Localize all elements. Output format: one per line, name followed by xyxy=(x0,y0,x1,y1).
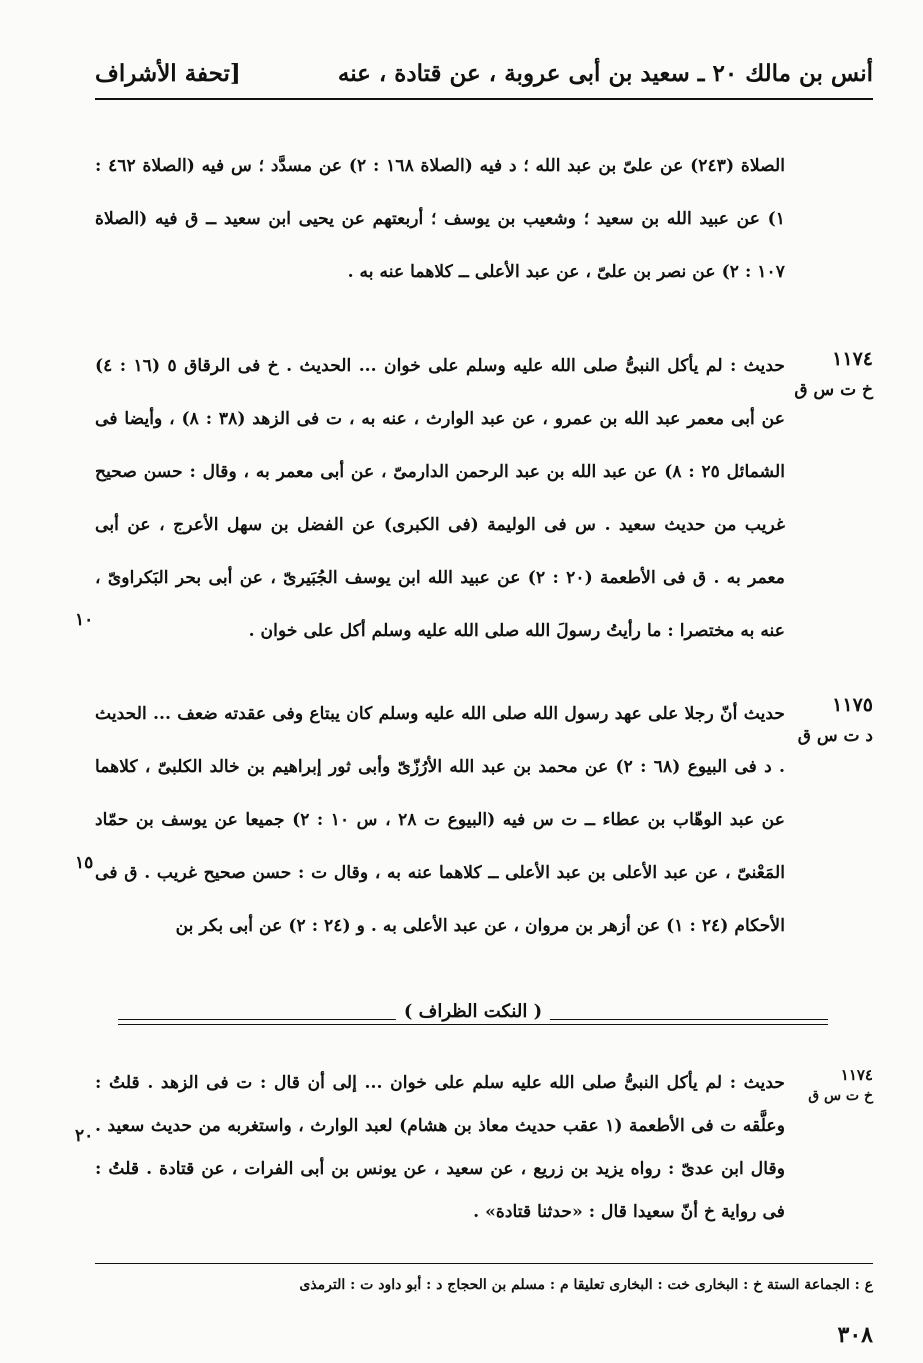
hadith-text: حديث أنّ رجلا على عهد رسول الله صلى الله عليه وسلم كان يبتاع وفى عقدته ضعف ... الحديث . د فى البيوع (٦٨ : ٢) عن محمد بن عبد الله الأرُزّىّ وأبى ثور إبراهيم بن خالد الكلبىّ ، كلاهما عن عبد الوهّاب بن عطاء ــ ت س فيه (البيوع ت ٢٨ ، س ١٠ : ٢) جميعا عن يوسف بن حمّاد المَعْنىّ ، عن عبد الأعلى بن عبد الأعلى ــ كلاهما عنه به ، وقال ت : حسن صحيح غريب . ق فى الأحكام (٢٤ : ١) عن أزهر بن مروان ، عن عبد الأعلى به . و (٢٤ : ٢) عن أبى بكر بن xyxy=(95,704,786,936)
abbreviation-key: ع : الجماعة الستة خ : البخارى خت : البخارى تعليقا م : مسلم بن الحجاج د : أبو داود ت : الترمذى xyxy=(299,1277,873,1293)
header-rule xyxy=(95,98,873,100)
source-codes: خ ت س ق xyxy=(808,1088,873,1104)
page-number: ٣٠٨ xyxy=(837,1322,873,1348)
nukat-text: حديث : لم يأكل النبىُّ صلى الله عليه سلم على خوان ... إلى أن قال : ت فى الزهد . قلتُ : وعلَّقه ت فى الأطعمة (١ عقب حديث معاذ بن هشام) لعبد الوارث ، واستغربه من حديث سعيد . وقال ابن عدىّ : رواه يزيد بن زريع ، عن سعيد ، عن يونس بن أبى الفرات ، عن قتادة . قلتُ : فى رواية خ أنّ سعيدا قال : «حدثنا قتادة» . xyxy=(95,1073,785,1222)
hadith-number: ١١٧٤ xyxy=(840,1066,873,1084)
source-codes: خ ت س ق xyxy=(794,380,873,400)
line-marker: ١٠ xyxy=(75,610,94,630)
page-header xyxy=(95,58,873,100)
hadith-number: ١١٧٤ xyxy=(832,348,873,370)
hadith-number: ١١٧٥ xyxy=(832,694,873,716)
line-marker: ١٥ xyxy=(75,853,94,873)
section-divider xyxy=(118,1001,828,1037)
book-title: [تحفة الأشراف xyxy=(95,60,241,87)
continuation-text: الصلاة (٢٤٣) عن علىّ بن عبد الله ؛ د فيه (الصلاة ١٦٨ : ٢) عن مسدَّد ؛ س فيه (الصلاة ٤٦٢ : ١) عن عبيد الله بن سعيد ؛ وشعيب بن يوسف ؛ أربعتهم عن يحيى ابن سعيد ــ ق فيه (الصلاة ١٠٧ : ٢) عن نصر بن علىّ ، عن عبد الأعلى ــ كلاهما عنه به . xyxy=(95,156,786,282)
source-codes: د ت س ق xyxy=(797,726,873,746)
running-head-title: أنس بن مالك ٢٠ ـ سعيد بن أبى عروبة ، عن قتادة ، عنه xyxy=(337,60,873,87)
section-title: ( النكت الظراف ) xyxy=(396,1001,550,1022)
hadith-text: حديث : لم يأكل النبىُّ صلى الله عليه وسلم على خوان ... الحديث . خ فى الرقاق ٥ (١٦ : ٤) عن أبى معمر عبد الله بن عمرو ، عن عبد الوارث ، عنه به ، ت فى الزهد (٣٨ : ٨) ، وأيضا فى الشمائل ٢٥ : ٨) عن عبد الله بن عبد الرحمن الدارمىّ ، عن أبى معمر به ، وقال : حسن صحيح غريب من حديث سعيد . س فى الوليمة (فى الكبرى) عن الفضل بن سهل الأعرج ، عن أبى معمر به . ق فى الأطعمة (٢٠ : ٢) عن عبيد الله ابن يوسف الجُبَيرىّ ، عن أبى بحر البَكراوىّ ، عنه به مختصرا : ما رأيتُ رسولَ الله صلى الله عليه وسلم أكل على خوان . xyxy=(95,356,786,641)
footer-rule xyxy=(95,1263,873,1264)
line-marker: ٢٠ xyxy=(75,1126,94,1146)
